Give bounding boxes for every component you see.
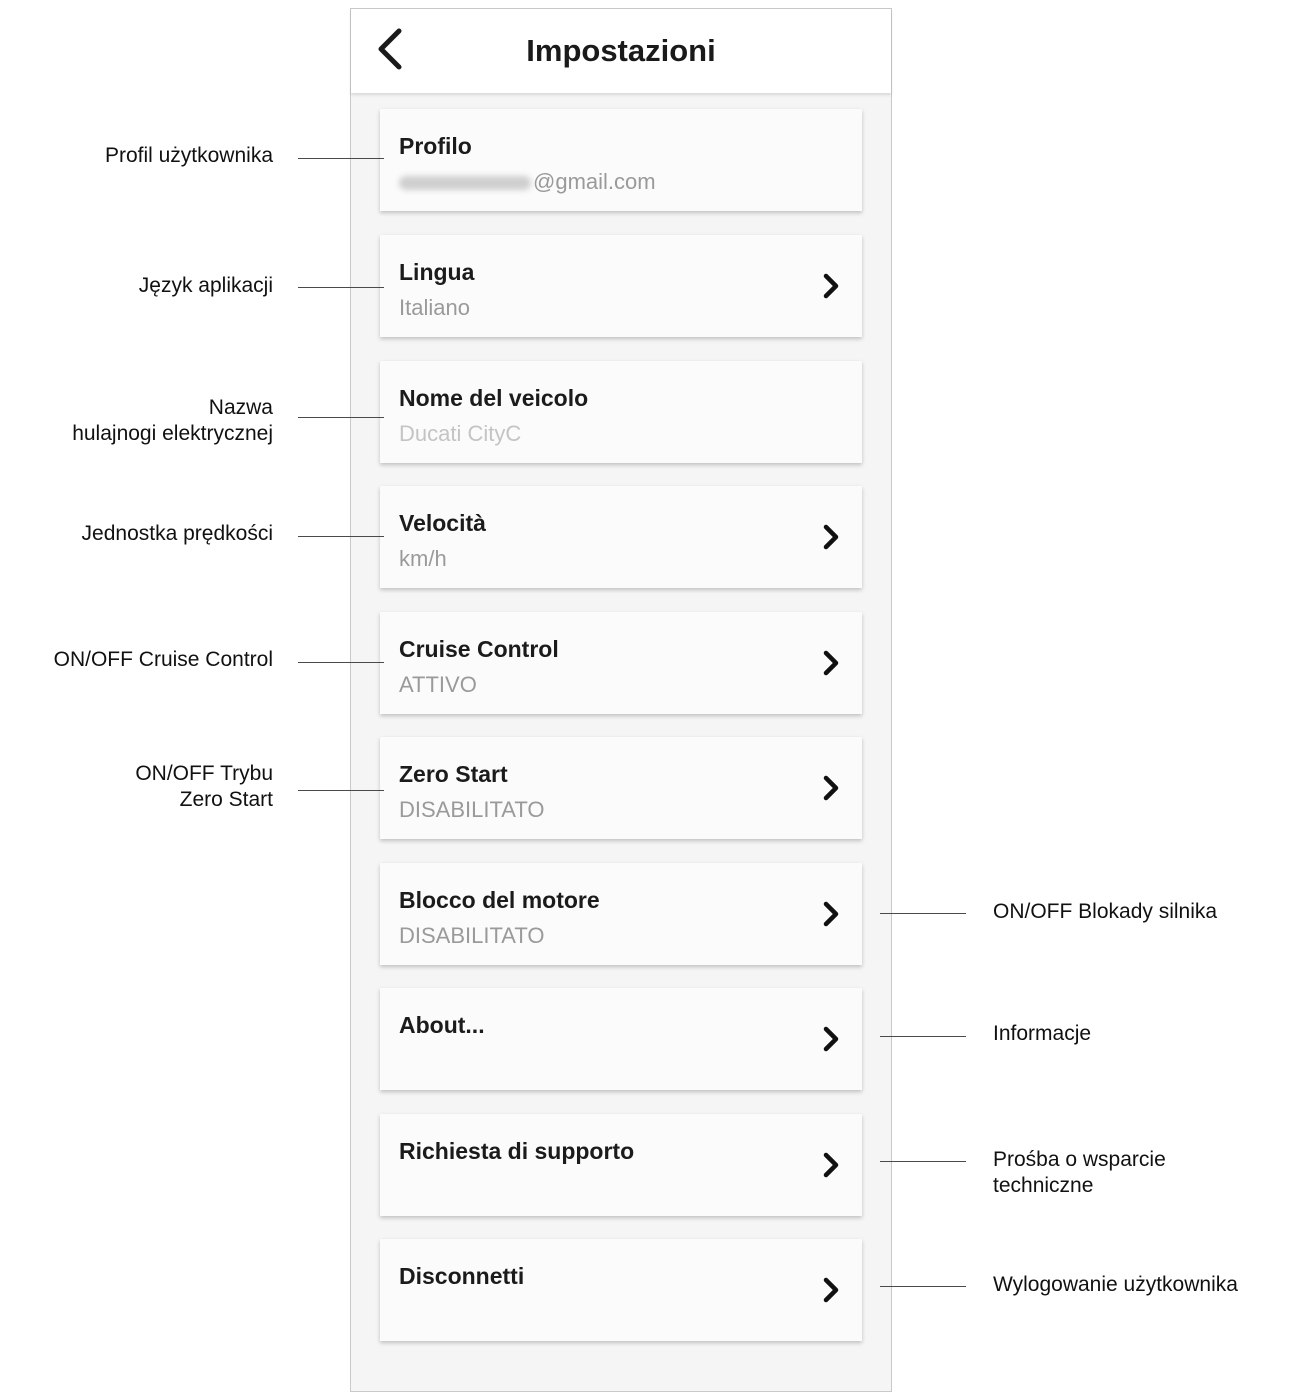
leader-line [298, 158, 384, 159]
chevron-right-icon [820, 1276, 842, 1304]
setting-cruise-control[interactable] [380, 612, 862, 714]
phone-screen [350, 8, 892, 1392]
leader-line [298, 417, 384, 418]
setting-support-title: Richiesta di supporto [399, 1138, 635, 1164]
annotation-speed-unit: Jednostka prędkości [81, 522, 273, 545]
page-title: Impostazioni [526, 33, 716, 68]
annotation-zero-start: ON/OFF Trybu Zero Start [135, 762, 273, 811]
chevron-right-icon [820, 272, 842, 300]
annotation-about: Informacje [993, 1022, 1092, 1045]
top-bar [351, 9, 891, 93]
leader-line [880, 913, 966, 914]
chevron-right-icon [820, 523, 842, 551]
setting-profile[interactable] [380, 109, 862, 211]
setting-speed[interactable] [380, 486, 862, 588]
chevron-right-icon [820, 1025, 842, 1053]
chevron-right-icon [820, 1151, 842, 1179]
leader-line [880, 1286, 966, 1287]
setting-engine-lock[interactable] [380, 863, 862, 965]
leader-line [298, 790, 384, 791]
leader-line [298, 662, 384, 663]
chevron-right-icon [820, 649, 842, 677]
annotation-language: Język aplikacji [138, 274, 273, 297]
setting-vehicle-name-title: Nome del veicolo [399, 385, 589, 411]
setting-about-title: About... [399, 1012, 485, 1038]
chevron-right-icon [820, 774, 842, 802]
setting-speed-title: Velocità [399, 510, 486, 536]
blurred-username [399, 176, 531, 190]
annotation-vehicle-name: Nazwa hulajnogi elektrycznej [72, 396, 273, 445]
setting-about[interactable] [380, 988, 862, 1090]
leader-line [298, 287, 384, 288]
setting-engine-lock-value: DISABILITATO [399, 923, 545, 948]
setting-engine-lock-title: Blocco del motore [399, 887, 600, 913]
setting-vehicle-name-value: Ducati CityC [399, 421, 522, 446]
setting-cruise-control-title: Cruise Control [399, 636, 559, 662]
setting-zero-start[interactable] [380, 737, 862, 839]
setting-profile-title: Profilo [399, 133, 472, 159]
setting-language-title: Lingua [399, 259, 475, 285]
setting-cruise-control-value: ATTIVO [399, 672, 477, 697]
leader-line [880, 1036, 966, 1037]
setting-logout[interactable] [380, 1239, 862, 1341]
annotation-support: Prośba o wsparcie techniczne [993, 1148, 1166, 1197]
setting-profile-email: @gmail.com [399, 169, 656, 195]
setting-logout-title: Disconnetti [399, 1263, 525, 1289]
setting-speed-value: km/h [399, 546, 447, 571]
annotation-profile: Profil użytkownika [104, 144, 273, 167]
setting-support[interactable] [380, 1114, 862, 1216]
leader-line [880, 1161, 966, 1162]
setting-language-value: Italiano [399, 295, 470, 320]
leader-line [298, 536, 384, 537]
setting-language[interactable] [380, 235, 862, 337]
annotation-engine-lock: ON/OFF Blokady silnika [993, 900, 1218, 923]
annotation-cruise: ON/OFF Cruise Control [53, 648, 273, 671]
annotation-logout: Wylogowanie użytkownika [993, 1273, 1238, 1296]
chevron-right-icon [820, 900, 842, 928]
setting-zero-start-value: DISABILITATO [399, 797, 545, 822]
setting-zero-start-title: Zero Start [399, 761, 508, 787]
setting-vehicle-name[interactable] [380, 361, 862, 463]
